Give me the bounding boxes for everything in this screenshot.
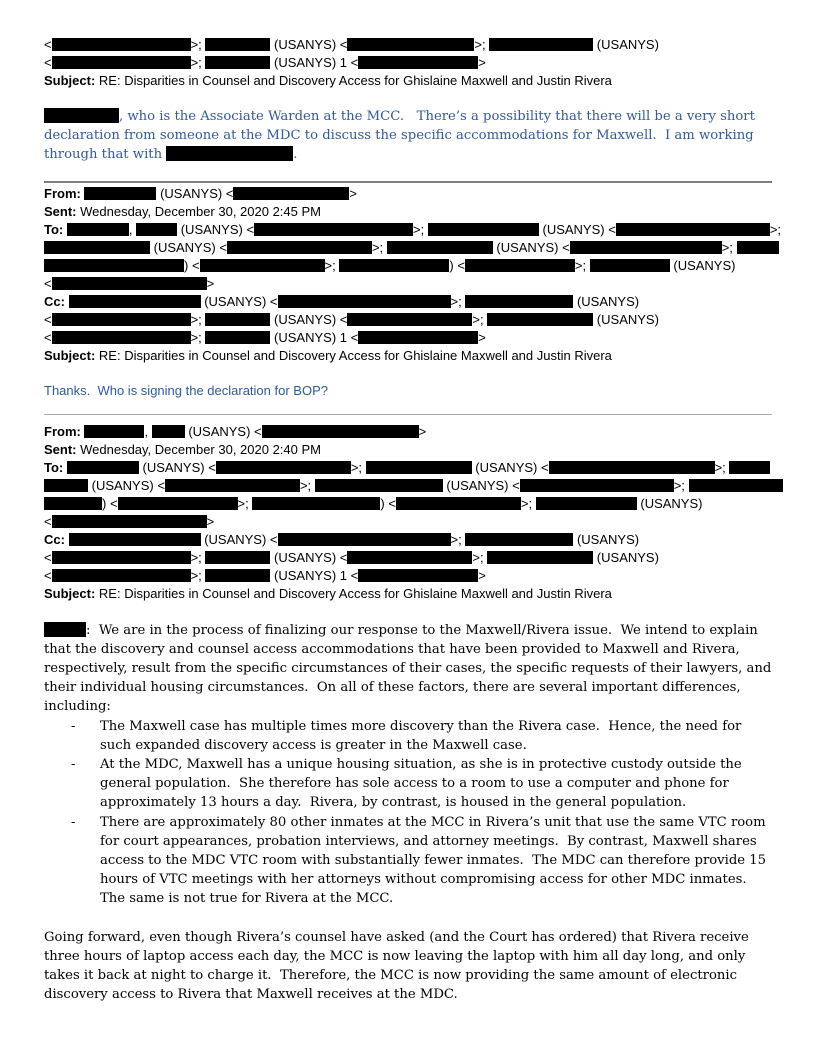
redaction-bar (278, 533, 451, 546)
bullet-text: The Maxwell case has multiple times more discovery than the Rivera case. Hence, the need for such expanded discovery access is greater in the Maxwell case. (100, 718, 746, 753)
text-run: >; (299, 477, 315, 493)
text-run: > (206, 513, 215, 529)
redaction-bar (428, 223, 539, 236)
bullet-text: At the MDC, Maxwell has a unique housing situation, as she is in protective custody outside the general population. She therefore has sole access to a room to use a computer and phone for approximately 13 hours a day. Rivera, by contrast, is housed in the general population. (100, 757, 746, 811)
redaction-bar (67, 461, 139, 474)
redaction-bar (52, 313, 191, 326)
redaction-bar (205, 313, 270, 326)
recipients-line (44, 36, 772, 54)
field-label: To: (44, 459, 64, 475)
text-run: ) < (102, 495, 118, 511)
redaction-bar (52, 331, 191, 344)
redaction-bar (396, 497, 521, 510)
text-run: >; (673, 477, 689, 493)
to-line (44, 459, 772, 477)
text-run: (USANYS) < (88, 477, 165, 493)
redaction-bar (84, 187, 156, 200)
redaction-bar (44, 108, 119, 123)
from-line (44, 423, 772, 441)
redaction-bar (347, 551, 472, 564)
redaction-bar (737, 241, 779, 254)
subject-line (44, 72, 772, 90)
text-run: > (418, 423, 427, 439)
text-run: >; (450, 293, 466, 309)
redaction-bar (254, 223, 413, 236)
text-run: Wednesday, December 30, 2020 2:40 PM (76, 441, 321, 457)
to-line (44, 495, 772, 513)
bullet-dash: - (71, 814, 76, 830)
redaction-bar (549, 461, 715, 474)
cc-line (44, 531, 772, 549)
text-run: ) < (380, 495, 396, 511)
redaction-bar (69, 295, 201, 308)
text-run: (USANYS) (593, 549, 659, 565)
text-run: (USANYS) 1 < (270, 567, 359, 583)
top-header-block (44, 36, 772, 90)
text-run: RE: Disparities in Counsel and Discovery Access for Ghislaine Maxwell and Justin Rivera (95, 585, 612, 601)
text-run: >; (474, 37, 490, 52)
redaction-bar (689, 479, 783, 492)
redaction-bar (44, 622, 86, 637)
text-run: >; (769, 221, 782, 237)
field-label: Subject: (44, 347, 96, 363)
redaction-bar (44, 259, 184, 272)
field-label: To: (44, 221, 64, 237)
field-label: Subject: (44, 73, 96, 88)
divider (44, 414, 772, 415)
text-run: >; (190, 549, 206, 565)
field-label: Cc: (44, 531, 65, 547)
email1-header-block (44, 185, 782, 365)
redaction-bar (69, 533, 201, 546)
redaction-bar (278, 295, 451, 308)
email2-header-block (44, 423, 772, 603)
list-item (44, 755, 772, 813)
text-run: >; (472, 549, 488, 565)
redaction-bar (136, 223, 177, 236)
to-line (44, 275, 772, 293)
text-run: >; (574, 257, 590, 273)
redaction-bar (387, 241, 493, 254)
field-label: Subject: (44, 585, 96, 601)
text-run: , who is the Associate Warden at the MCC. There’s a possibility that there will be a very short declaration from someone at the MDC to discuss the specific accommodations for Maxwell. I am working through that with (44, 109, 760, 163)
divider (44, 181, 772, 183)
text-run: >; (190, 37, 206, 52)
cc-line (44, 293, 772, 311)
redaction-bar (44, 479, 88, 492)
text-run: (USANYS) < (138, 459, 216, 475)
redaction-bar (520, 479, 674, 492)
bullet-dash: - (71, 718, 76, 734)
body-intro-paragraph (44, 621, 776, 717)
to-line (44, 477, 772, 495)
text-run: >; (190, 567, 206, 583)
text-run: < (44, 513, 52, 529)
redaction-bar (465, 295, 573, 308)
text-run: >; (472, 311, 488, 327)
text-run: : We are in the process of finalizing our response to the Maxwell/Rivera issue. We intend to explain that the discovery and counsel access accommodations that have been provided to Maxwell and Rivera, respectively, result from the specific circumstances of their cases, the specific requests of their lawyers, and their individual housing circumstances. On all of these factors, there are several important differences, including: (44, 622, 776, 715)
redaction-bar (366, 461, 472, 474)
redaction-bar (205, 56, 270, 69)
text-run: (USANYS) (573, 293, 640, 309)
text-run: (USANYS) < (442, 477, 520, 493)
text-run: (USANYS) < (471, 459, 549, 475)
text-run: (USANYS) < (270, 311, 348, 327)
redaction-bar (358, 569, 478, 582)
redaction-bar (465, 533, 573, 546)
text-run: . (293, 147, 298, 163)
text-run: (USANYS) (593, 37, 659, 52)
bullet-text: There are approximately 80 other inmates at the MCC in Rivera’s unit that use the same VTC room for court appearances, probation interviews, and attorney meetings. By contrast, Maxwell shares access to the MDC VTC room with substantially fewer inmates. The MDC can therefore provide 15 hours of VTC meetings with her attorneys without compromising access for other MDC inmates. The same is not true for Rivera at the MCC. (100, 814, 771, 907)
redaction-bar (729, 461, 770, 474)
text-run: < (44, 329, 52, 345)
redaction-bar (52, 277, 207, 290)
field-label: Sent: (44, 203, 77, 219)
to-line (44, 257, 772, 275)
text-run: >; (237, 495, 253, 511)
text-run: ) < (184, 257, 200, 273)
redaction-bar (200, 259, 325, 272)
text-run: > (478, 567, 486, 583)
redaction-bar (44, 497, 102, 510)
to-line (44, 221, 782, 239)
text-run: >; (371, 239, 387, 255)
from-line (44, 185, 772, 203)
redaction-bar (52, 38, 191, 51)
redaction-bar (536, 497, 637, 510)
redaction-bar (52, 56, 191, 69)
field-label: From: (44, 423, 81, 439)
text-run: < (44, 311, 52, 327)
subject-line (44, 585, 772, 603)
text-run: < (44, 275, 52, 291)
closing-paragraph: Going forward, even though Rivera’s counsel have asked (and the Court has ordered) that Rivera receive three hours of laptop access each day, the MCC is now leaving the laptop with him all day long, and only takes it back at night to charge it. Therefore, the MCC is now providing the same amount of electronic discovery access to Rivera that Maxwell receives at the MDC. (44, 929, 754, 1003)
text-run: >; (721, 239, 737, 255)
text-run: < (44, 567, 52, 583)
text-run: (USANYS) < (184, 423, 262, 439)
redaction-bar (165, 479, 300, 492)
redaction-bar (84, 425, 144, 438)
redaction-bar (347, 38, 474, 51)
field-label: Sent: (44, 441, 77, 457)
text-run: , (144, 423, 152, 439)
text-run: > (206, 275, 215, 291)
text-run: RE: Disparities in Counsel and Discovery Access for Ghislaine Maxwell and Justin Rivera (95, 347, 612, 363)
redaction-bar (487, 313, 593, 326)
text-run: >; (450, 531, 466, 547)
redaction-bar (252, 497, 380, 510)
text-run: (USANYS) < (538, 221, 616, 237)
text-run: (USANYS) < (200, 293, 278, 309)
text-run: >; (190, 55, 206, 70)
to-line (44, 239, 772, 257)
redaction-bar (358, 56, 478, 69)
redaction-bar (487, 551, 593, 564)
redaction-bar (227, 241, 372, 254)
field-label: Cc: (44, 293, 65, 309)
redaction-bar (152, 425, 185, 438)
redaction-bar (489, 38, 593, 51)
list-item (44, 813, 772, 909)
text-run: >; (413, 221, 428, 237)
redaction-bar (465, 259, 575, 272)
redaction-bar (205, 551, 270, 564)
text-run: (USANYS) < (150, 239, 227, 255)
redaction-bar (44, 241, 150, 254)
redaction-bar (616, 223, 770, 236)
redaction-bar (590, 259, 670, 272)
redaction-bar (52, 551, 191, 564)
text-run: ) < (449, 257, 465, 273)
redaction-bar (52, 515, 207, 528)
redaction-bar (67, 223, 129, 236)
text-run: RE: Disparities in Counsel and Discovery Access for Ghislaine Maxwell and Justin Rivera (95, 73, 612, 88)
redaction-bar (570, 241, 722, 254)
recipients-line (44, 54, 772, 72)
redaction-bar (205, 38, 270, 51)
redaction-bar (166, 146, 293, 161)
redaction-bar (118, 497, 238, 510)
list-item (44, 717, 772, 755)
text-run: >; (324, 257, 340, 273)
text-run: (USANYS) (669, 257, 736, 273)
text-run: (USANYS) (636, 495, 703, 511)
text-run: >; (350, 459, 366, 475)
text-run: (USANYS) < (270, 37, 348, 52)
redaction-bar (347, 313, 472, 326)
redaction-bar (315, 479, 443, 492)
text-run: >; (190, 329, 206, 345)
text-run: (USANYS) < (177, 221, 255, 237)
text-run: (USANYS) 1 < (270, 55, 359, 70)
text-run: >; (520, 495, 536, 511)
text-run: > (478, 329, 486, 345)
text-run: (USANYS) < (200, 531, 278, 547)
reply-note-paragraph (44, 107, 772, 165)
text-run: (USANYS) 1 < (270, 329, 359, 345)
text-run: > (349, 185, 357, 201)
redaction-bar (52, 569, 191, 582)
text-run: (USANYS) < (270, 549, 348, 565)
text-run: >; (190, 311, 206, 327)
cc-line (44, 549, 772, 567)
text-run: > (478, 55, 486, 70)
text-run: (USANYS) (593, 311, 659, 327)
redaction-bar (339, 259, 449, 272)
subject-line (44, 347, 772, 365)
text-run: Wednesday, December 30, 2020 2:45 PM (76, 203, 321, 219)
text-run: (USANYS) < (492, 239, 570, 255)
cc-line (44, 311, 772, 329)
sent-line (44, 441, 772, 459)
cc-line (44, 567, 772, 585)
bullet-list (44, 717, 772, 909)
redaction-bar (205, 569, 270, 582)
text-run: (USANYS) (573, 531, 640, 547)
reply-question: Thanks. Who is signing the declaration for BOP? (44, 382, 328, 398)
text-run: >; (714, 459, 730, 475)
sent-line (44, 203, 772, 221)
redaction-bar (205, 331, 270, 344)
redaction-bar (216, 461, 351, 474)
field-label: From: (44, 185, 81, 201)
cc-line (44, 329, 772, 347)
redaction-bar (262, 425, 419, 438)
to-line (44, 513, 772, 531)
redaction-bar (358, 331, 478, 344)
text-run: < (44, 549, 52, 565)
text-run: , (128, 221, 137, 237)
text-run: (USANYS) < (156, 185, 234, 201)
redaction-bar (233, 187, 349, 200)
text-run: < (44, 37, 52, 52)
text-run: < (44, 55, 52, 70)
bullet-dash: - (71, 757, 76, 773)
